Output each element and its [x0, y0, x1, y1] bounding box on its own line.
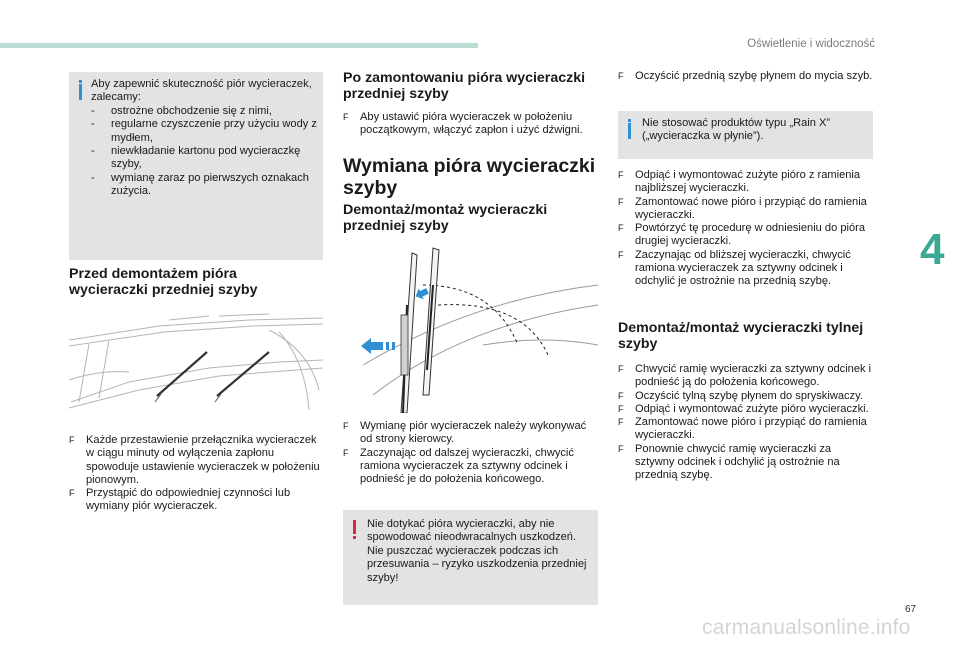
list-item: F Każde przestawienie przełącznika wycieraczek w ciągu minuty od wyłączenia zapłonu spowoduje ustawienie wycieraczek w położeniu pionowym. [69, 434, 320, 486]
page-number: 67 [905, 604, 917, 615]
list-item: F Wymianę piór wycieraczek należy wykonywać od strony kierowcy. [343, 420, 587, 446]
bullets-clean [618, 70, 873, 83]
list-item: F Chwycić ramię wycieraczki za sztywny odcinek i podnieść ją do położenia końcowego. [618, 363, 872, 389]
list-item: F Zaczynając od dalszej wycieraczki, chwycić ramiona wycieraczek za sztywny odcinek i podnieść je do położenia końcowego. [343, 446, 574, 486]
info-icon [79, 84, 82, 100]
list-item: F Zamontować nowe pióro i przypiąć do ramienia wycieraczki. [618, 195, 867, 221]
list-item: F Oczyścić przednią szybę płynem do mycia szyb. [618, 70, 873, 82]
warning-icon [353, 520, 356, 534]
tip-text [91, 78, 319, 199]
bullets-replace [618, 169, 873, 289]
info-box [618, 111, 873, 159]
info-icon [628, 123, 631, 139]
bullets-front-wiper [343, 420, 598, 486]
list-item: F Przystąpić do odpowiedniej czynności lub wymiany piór wycieraczek. [69, 487, 291, 513]
heading-rear-wiper: Demontaż/montaż wycieraczki tylnej szyby [618, 320, 864, 352]
list-item: F Odpiąć i wymontować zużyte pióro wycieraczki. [618, 402, 869, 415]
tip-intro: Aby zapewnić skuteczność piór wycieraczek, zalecamy: [91, 78, 312, 104]
heading-before-removal: Przed demontażem pióra wycieraczki przedniej szyby [69, 266, 258, 298]
warning-box [343, 510, 598, 605]
list-item: F Aby ustawić pióra wycieraczek w położeniu początkowym, włączyć zapłon i użyć dźwigni. [343, 111, 583, 137]
windscreen-wipers-illustration [69, 310, 323, 420]
chapter-number: 4 [920, 225, 945, 274]
header-accent-bar [0, 43, 478, 48]
bullets-before-removal [69, 434, 323, 514]
heading-front-wiper: Demontaż/montaż wycieraczki przedniej szyby [343, 202, 548, 234]
bullets-rear-wiper [618, 363, 873, 483]
list-item: - wymianę zaraz po pierwszych oznakach zużycia. [91, 171, 309, 198]
list-item: - regularne czyszczenie przy użyciu wody z mydłem, [91, 118, 317, 144]
wiper-blade-illustration [343, 245, 598, 413]
main-heading: Wymiana pióra wycieraczki szyby [343, 155, 596, 199]
section-title: Oświetlenie i widoczność [747, 38, 875, 50]
list-item: - niewkładanie kartonu pod wycieraczkę szyby, [91, 145, 301, 171]
warning-text: Nie dotykać pióra wycieraczki, aby nie spowodować nieodwracalnych uszkodzeń. Nie puszczać wycieraczek podczas ich przesuwania – ryzyko uszkodzenia przedniej szyby! [367, 518, 587, 584]
list-item: F Oczyścić tylną szybę płynem do spryskiwaczy. [618, 389, 863, 402]
list-item: F Odpiąć i wymontować zużyte pióro z ramienia najbliższej wycieraczki. [618, 169, 861, 195]
watermark: carmanualsonline.info [702, 616, 911, 639]
heading-after-install: Po zamontowaniu pióra wycieraczki przedniej szyby [343, 70, 586, 102]
info-text: Nie stosować produktów typu „Rain X” („wycieraczka w płynie”). [642, 117, 831, 143]
tip-box [69, 72, 323, 260]
list-item: F Ponownie chwycić ramię wycieraczki za sztywny odcinek i odchylić ją ostrożnie na przednią szybę. [618, 442, 840, 482]
list-item: F Powtórzyć tę procedurę w odniesieniu do pióra drugiej wycieraczki. [618, 222, 866, 248]
list-item: F Zaczynając od bliższej wycieraczki, chwycić ramiona wycieraczek za sztywny odcinek i odchylić je ostrożnie na przednią szybę. [618, 248, 851, 288]
bullets-after-install [343, 111, 598, 138]
list-item: F Zamontować nowe pióro i przypiąć do ramienia wycieraczki. [618, 416, 867, 442]
list-item: - ostrożne obchodzenie się z nimi, [91, 104, 272, 117]
